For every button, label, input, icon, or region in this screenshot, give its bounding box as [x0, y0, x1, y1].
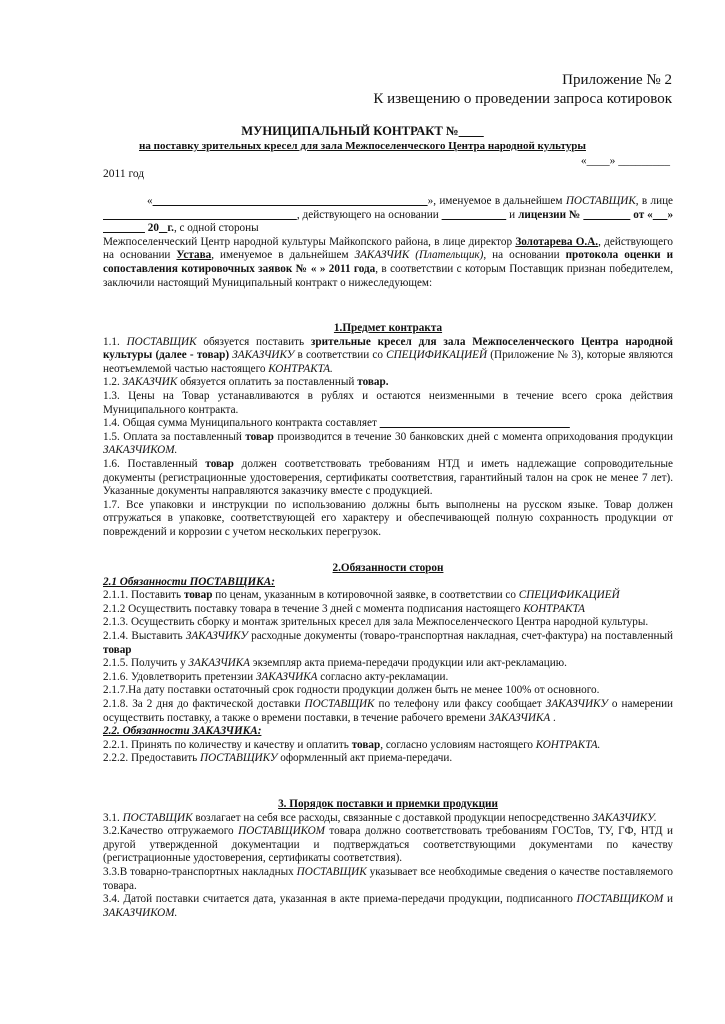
section-2-heading: 2.Обязанности сторон: [332, 562, 444, 574]
section-1: [103, 322, 673, 540]
section-3-heading: 3. Порядок поставки и приемки продукции: [278, 798, 498, 810]
clause-1-6: 1.6. Поставленный товар должен соответствовать требованиям НТД и иметь надлежащие сопроводительные документы (регистрационные удостоверения, сертификаты соответствия, гарантийный талон на срок не менее 7 лет). Указанные документы направляются заказчику вместе с продукцией.: [103, 457, 673, 498]
clause-2-1-6: 2.1.6. Удовлетворить претензии ЗАКАЗЧИКА согласно акту-рекламации.: [103, 670, 449, 683]
clause-2-1-4: 2.1.4. Выставить ЗАКАЗЧИКУ расходные документы (товаро-транспортная накладная, счет-фактура) на поставленный товар: [103, 629, 673, 656]
appendix-block: [373, 71, 672, 109]
section-2: [103, 562, 673, 766]
clause-2-1-3: 2.1.3. Осуществить сборку и монтаж зрительных кресел для зала Межпоселенческого Центра народной культуры.: [103, 616, 649, 629]
preamble-party-supplier: « », именуемое в дальнейшем ПОСТАВЩИК, в лице , действующего на основании и лицензии № от « » 20 г., с одной стороны: [147, 195, 674, 235]
clause-2-1-1: 2.1.1. Поставить товар по ценам, указанным в котировочной заявке, в соответствии со СПЕЦИФИКАЦИЕЙ: [103, 589, 620, 602]
appendix-number: Приложение № 2: [562, 72, 672, 88]
subsection-2-2-heading: 2.2. Обязанности ЗАКАЗЧИКА:: [103, 725, 262, 738]
clause-1-3: 1.3. Цены на Товар устанавливаются в рублях и остаются неизменными в течение всего срока действия Муниципального контракта.: [103, 389, 673, 416]
clause-2-1-7: 2.1.7.На дату поставки остаточный срок годности продукции должен быть не менее 100% от основного.: [103, 684, 600, 697]
section-1-heading: 1.Предмет контракта: [333, 322, 443, 334]
contract-title: МУНИЦИПАЛЬНЫЙ КОНТРАКТ №: [241, 124, 459, 138]
clause-1-7: 1.7. Все упаковки и инструкции по использованию должны быть выполнены на русском языке. Товар должен отгружаться в упаковке, соответствующей его характеру и обеспечивающей полную сохранность продукции от повреждений и коррозии с учетом нескольких перегрузок.: [103, 498, 673, 538]
clause-1-4: 1.4. Общая сумма Муниципального контракта составляет: [103, 417, 377, 430]
clause-2-1-2: 2.1.2 Осуществить поставку товара в течение 3 дней с момента подписания настоящего КОНТРАКТА: [103, 602, 585, 615]
subsection-2-1-heading: 2.1 Обязанности ПОСТАВЩИКА:: [103, 575, 275, 588]
clause-1-5: 1.5. Оплата за поставленный товар производится в течение 30 банковских дней с момента оприходования продукции ЗАКАЗЧИКОМ.: [103, 430, 673, 457]
section-3: [103, 798, 673, 920]
year-line: 2011 год: [103, 168, 145, 180]
clause-2-1-8: 2.1.8. За 2 дня до фактической доставки ПОСТАВЩИК по телефону или факсу сообщает ЗАКАЗЧИКУ о намерении осуществить поставку, а также о времени поставки, в течение рабочего времени ЗАКАЗЧИКА .: [103, 697, 674, 724]
clause-3-4: 3.4. Датой поставки считается дата, указанная в акте приема-передачи продукции, подписанного ПОСТАВЩИКОМ и ЗАКАЗЧИКОМ.: [103, 893, 674, 919]
clause-3-3: 3.3.В товарно-транспортных накладных ПОСТАВЩИК указывает все необходимые сведения о качестве поставляемого товара.: [103, 865, 673, 892]
preamble-party-customer: Межпоселенческий Центр народной культуры Майкопского района, в лице директор Золотарева О.А., действующего на основании Устава, именуемое в дальнейшем ЗАКАЗЧИК (Плательщик), на основании протокола оценки и сопоставления котировочных заявок № « » 2011 года, в соответствии с которым Поставщик признан победителем, заключили настоящий Муниципальный контракт о нижеследующем:: [103, 235, 674, 289]
date-line: «____» _________: [580, 155, 670, 167]
clause-3-1: 3.1. ПОСТАВЩИК возлагает на себя все расходы, связанные с доставкой продукции непосредственно ЗАКАЗЧИКУ.: [103, 811, 657, 824]
contract-subtitle: на поставку зрительных кресел для зала Межпоселенческого Центра народной культуры: [139, 140, 586, 152]
clause-2-1-5: 2.1.5. Получить у ЗАКАЗЧИКА экземпляр акта приема-передачи продукции или акт-рекламацию.: [103, 657, 567, 670]
clause-1-2: 1.2. ЗАКАЗЧИК обязуется оплатить за поставленный товар.: [103, 376, 389, 389]
clause-2-2-1: 2.2.1. Принять по количеству и качеству и оплатить товар, согласно условиям настоящего КОНТРАКТА.: [103, 738, 601, 751]
clause-3-2: 3.2.Качество отгружаемого ПОСТАВЩИКОМ товара должно соответствовать требованиям ГОСТов, ТУ, ГФ, НТД и другой утвержденной документации и подтверждаться соответствующими документами по качеству (регистрационные удостоверения, сертификаты соответствия).: [103, 825, 673, 865]
preamble: [103, 195, 673, 290]
clause-1-1: 1.1. ПОСТАВЩИК обязуется поставить зрительные кресел для зала Межпоселенческого Центра народной культуры (далее - товар) ЗАКАЗЧИКУ в соответствии со СПЕЦИФИКАЦИЕЙ (Приложение № 3), которые являются неотъемлемой частью настоящего КОНТРАКТА.: [103, 335, 674, 375]
clause-2-2-2: 2.2.2. Предоставить ПОСТАВЩИКУ оформленный акт приема-передачи.: [103, 752, 453, 765]
appendix-reference: К извещению о проведении запроса котировок: [373, 91, 672, 107]
